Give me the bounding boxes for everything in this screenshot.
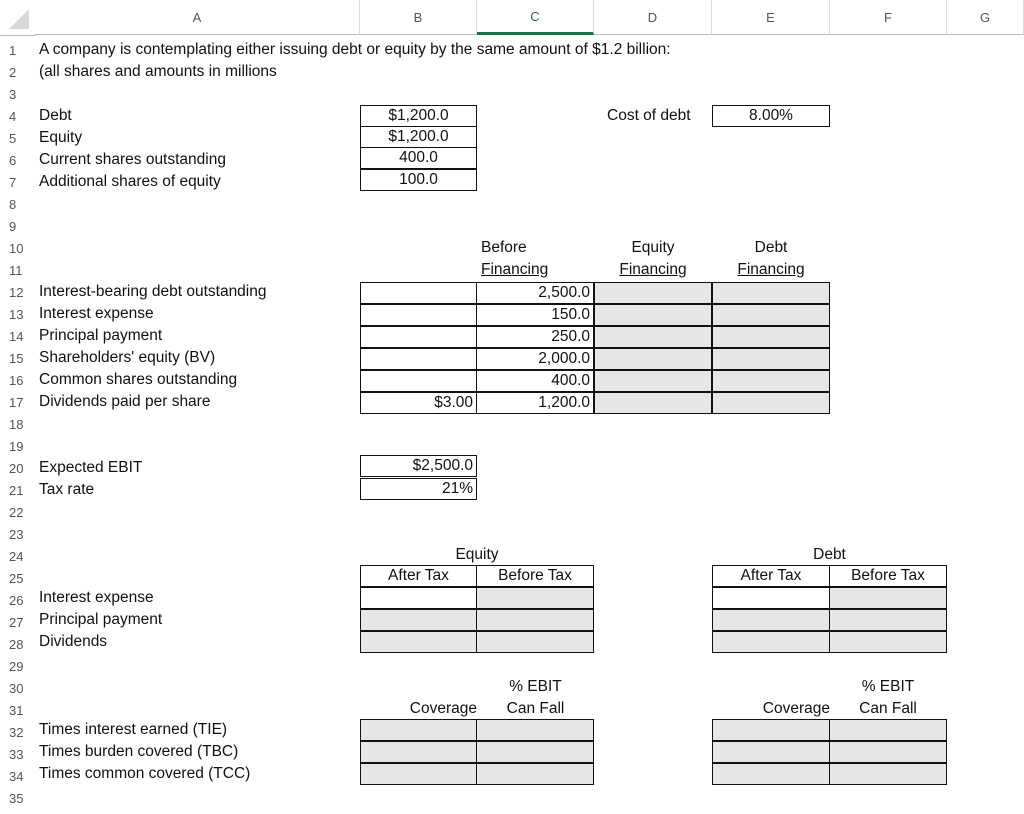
before-financing-cell[interactable]: 2,500.0 (476, 282, 594, 304)
tax-row-label: Principal payment (39, 611, 163, 628)
coverage-row-label: Times common covered (TCC) (39, 765, 251, 782)
row-header[interactable]: 16 (9, 372, 24, 388)
equity-pct-ebit-header-1: % EBIT (509, 678, 562, 695)
row-header[interactable]: 7 (9, 174, 17, 190)
equity-coverage-header: Coverage (409, 700, 477, 717)
row-header[interactable]: 25 (9, 570, 24, 586)
debt-financing-cell[interactable] (712, 348, 830, 370)
row-header[interactable]: 28 (9, 636, 24, 652)
debt-after-tax-cell[interactable] (712, 609, 830, 631)
debt-financing-cell[interactable] (712, 326, 830, 348)
financing-row-label: Interest expense (39, 305, 154, 322)
intro-line-1: A company is contemplating either issuing debt or equity by the same amount of $1.2 billion: (39, 41, 671, 58)
row-header[interactable]: 24 (9, 548, 24, 564)
financing-row-b-cell[interactable] (360, 370, 477, 392)
debt-pct-ebit-header-2: Can Fall (859, 700, 917, 717)
equity-financing-cell[interactable] (594, 304, 712, 326)
equity-coverage-cell[interactable] (360, 719, 477, 741)
debt-before-tax-cell[interactable] (829, 631, 947, 653)
equity-label: Equity (39, 129, 83, 146)
row-header[interactable]: 23 (9, 526, 24, 542)
select-all-corner[interactable] (0, 0, 36, 36)
row-header[interactable]: 18 (9, 416, 24, 432)
equity-pct-ebit-cell[interactable] (476, 719, 594, 741)
debt-pct-ebit-cell[interactable] (829, 741, 947, 763)
col-header-d[interactable]: D (594, 0, 712, 35)
additional-shares-label: Additional shares of equity (39, 173, 221, 190)
row-header[interactable]: 35 (9, 790, 24, 806)
cost-of-debt-cell[interactable]: 8.00% (712, 105, 830, 127)
tax-rate-cell[interactable]: 21% (360, 478, 477, 500)
equity-financing-header-2: Financing (619, 261, 687, 278)
debt-before-tax-cell[interactable] (829, 609, 947, 631)
row-header[interactable]: 2 (9, 64, 17, 80)
row-header[interactable]: 33 (9, 746, 24, 762)
tax-rate-label: Tax rate (39, 481, 95, 498)
equity-financing-cell[interactable] (594, 370, 712, 392)
financing-row-b-cell[interactable]: $3.00 (360, 392, 477, 414)
row-header[interactable]: 31 (9, 702, 24, 718)
col-header-a[interactable]: A (35, 0, 360, 35)
row-header[interactable]: 34 (9, 768, 24, 784)
expected-ebit-cell[interactable]: $2,500.0 (360, 455, 477, 477)
equity-financing-cell[interactable] (594, 326, 712, 348)
row-header[interactable]: 5 (9, 130, 17, 146)
debt-financing-cell[interactable] (712, 282, 830, 304)
before-financing-cell[interactable]: 2,000.0 (476, 348, 594, 370)
row-header[interactable]: 9 (9, 218, 17, 234)
cost-of-debt-label: Cost of debt (607, 107, 691, 124)
tax-row-label: Dividends (39, 633, 108, 650)
equity-before-tax-cell[interactable] (476, 609, 594, 631)
equity-coverage-cell[interactable] (360, 763, 477, 785)
row-header[interactable]: 11 (9, 262, 23, 278)
select-all-icon (9, 9, 29, 29)
col-header-g[interactable]: G (947, 0, 1024, 35)
equity-after-tax-cell[interactable] (360, 587, 477, 609)
equity-financing-cell[interactable] (594, 392, 712, 414)
coverage-row-label: Times burden covered (TBC) (39, 743, 239, 760)
equity-financing-header-1: Equity (631, 239, 675, 256)
equity-after-tax-cell[interactable] (360, 631, 477, 653)
debt-pct-ebit-header-1: % EBIT (861, 678, 915, 695)
debt-coverage-cell[interactable] (712, 719, 830, 741)
equity-after-tax-header: After Tax (360, 565, 477, 587)
equity-pct-ebit-cell[interactable] (476, 741, 594, 763)
before-financing-header-2: Financing (481, 261, 549, 278)
equity-pct-ebit-cell[interactable] (476, 763, 594, 785)
debt-after-tax-cell[interactable] (712, 587, 830, 609)
before-financing-cell[interactable]: 400.0 (476, 370, 594, 392)
debt-coverage-header: Coverage (762, 700, 830, 717)
row-header[interactable]: 17 (9, 394, 24, 410)
debt-financing-cell[interactable] (712, 370, 830, 392)
debt-before-tax-cell[interactable] (829, 587, 947, 609)
row-header[interactable]: 14 (9, 328, 24, 344)
equity-after-tax-cell[interactable] (360, 609, 477, 631)
row-header[interactable]: 30 (9, 680, 24, 696)
current-shares-label: Current shares outstanding (39, 151, 226, 168)
equity-value-cell[interactable]: $1,200.0 (360, 126, 477, 148)
equity-financing-cell[interactable] (594, 282, 712, 304)
row-header[interactable]: 13 (9, 306, 24, 322)
row-header[interactable]: 19 (9, 438, 24, 454)
financing-row-b-cell[interactable] (360, 304, 477, 326)
row-header[interactable]: 32 (9, 724, 24, 740)
debt-after-tax-header: After Tax (712, 565, 830, 587)
debt-financing-cell[interactable] (712, 304, 830, 326)
debt-financing-header-1: Debt (754, 239, 788, 256)
expected-ebit-label: Expected EBIT (39, 459, 143, 476)
col-header-b[interactable]: B (360, 0, 477, 35)
row-header[interactable]: 15 (9, 350, 24, 366)
tax-row-label: Interest expense (39, 589, 154, 606)
financing-row-b-cell[interactable] (360, 326, 477, 348)
financing-row-label: Shareholders' equity (BV) (39, 349, 216, 366)
equity-pct-ebit-header-2: Can Fall (506, 700, 565, 717)
debt-before-tax-header: Before Tax (829, 565, 947, 587)
financing-row-b-cell[interactable] (360, 282, 477, 304)
debt-coverage-cell[interactable] (712, 741, 830, 763)
row-header[interactable]: 3 (9, 86, 17, 102)
row-header[interactable]: 27 (9, 614, 24, 630)
row-header[interactable]: 29 (9, 658, 24, 674)
debt-label: Debt (39, 107, 72, 124)
col-header-e[interactable]: E (712, 0, 830, 35)
equity-before-tax-cell[interactable] (476, 631, 594, 653)
financing-row-b-cell[interactable] (360, 348, 477, 370)
additional-shares-cell[interactable]: 100.0 (360, 169, 477, 191)
current-shares-cell[interactable]: 400.0 (360, 147, 477, 169)
row-header[interactable]: 10 (9, 240, 24, 256)
equity-financing-cell[interactable] (594, 348, 712, 370)
row-header[interactable]: 22 (9, 504, 24, 520)
debt-pct-ebit-cell[interactable] (829, 763, 947, 785)
debt-financing-cell[interactable] (712, 392, 830, 414)
before-financing-cell[interactable]: 250.0 (476, 326, 594, 348)
row-header[interactable]: 8 (9, 196, 17, 212)
row-header[interactable]: 20 (9, 460, 24, 476)
row-header[interactable]: 4 (9, 108, 17, 124)
financing-row-label: Interest-bearing debt outstanding (39, 283, 267, 300)
equity-tax-title: Equity (455, 546, 499, 563)
financing-row-label: Dividends paid per share (39, 393, 211, 410)
coverage-row-label: Times interest earned (TIE) (39, 721, 228, 738)
equity-before-tax-cell[interactable] (476, 587, 594, 609)
before-financing-cell[interactable]: 1,200.0 (476, 392, 594, 414)
row-header[interactable]: 26 (9, 592, 24, 608)
row-header[interactable]: 21 (9, 482, 24, 498)
equity-before-tax-header: Before Tax (476, 565, 594, 587)
row-header[interactable]: 1 (9, 42, 17, 58)
before-financing-header-1: Before (481, 239, 527, 256)
debt-after-tax-cell[interactable] (712, 631, 830, 653)
debt-pct-ebit-cell[interactable] (829, 719, 947, 741)
intro-line-2: (all shares and amounts in millions (39, 63, 277, 80)
before-financing-cell[interactable]: 150.0 (476, 304, 594, 326)
financing-row-label: Common shares outstanding (39, 371, 238, 388)
row-header[interactable]: 6 (9, 152, 17, 168)
debt-coverage-cell[interactable] (712, 763, 830, 785)
debt-value-cell[interactable]: $1,200.0 (360, 105, 477, 127)
debt-financing-header-2: Financing (737, 261, 805, 278)
row-header[interactable]: 12 (9, 284, 24, 300)
col-header-c[interactable]: C (477, 0, 594, 35)
equity-coverage-cell[interactable] (360, 741, 477, 763)
financing-row-label: Principal payment (39, 327, 163, 344)
col-header-f[interactable]: F (830, 0, 947, 35)
debt-tax-title: Debt (813, 546, 846, 563)
